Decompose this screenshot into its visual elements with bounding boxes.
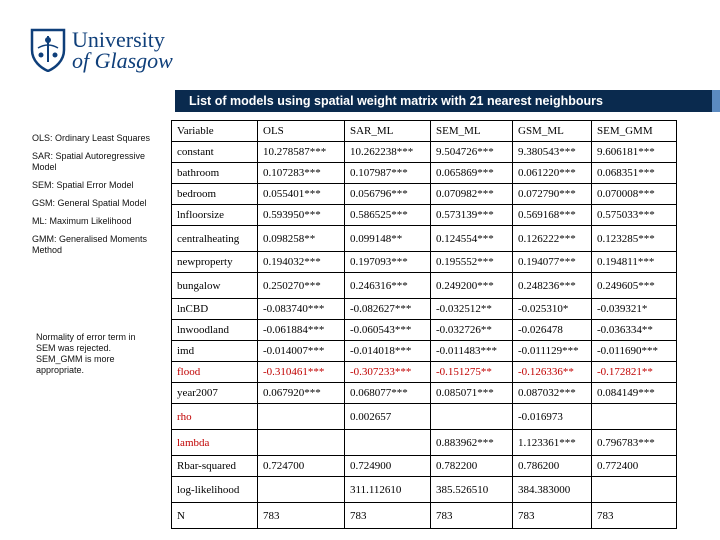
value-cell: 10.278587*** (258, 142, 345, 163)
variable-cell: rho (172, 404, 258, 430)
value-cell: 0.099148** (345, 226, 431, 252)
table-row (172, 341, 677, 362)
value-cell: 0.085071*** (431, 383, 513, 404)
note-sem: SEM: Spatial Error Model (32, 180, 134, 190)
value-cell (592, 404, 677, 430)
value-cell: 0.194811*** (592, 252, 677, 273)
value-cell: 0.194032*** (258, 252, 345, 273)
value-cell: -0.061884*** (258, 320, 345, 341)
value-cell: 10.262238*** (345, 142, 431, 163)
table-row (172, 404, 677, 430)
value-cell: 783 (258, 503, 345, 529)
value-cell: -0.036334** (592, 320, 677, 341)
value-cell: 0.772400 (592, 456, 677, 477)
value-cell: 0.107283*** (258, 163, 345, 184)
value-cell: -0.032726** (431, 320, 513, 341)
value-cell: -0.011483*** (431, 341, 513, 362)
note-ml: ML: Maximum Likelihood (32, 216, 132, 226)
variable-cell: bathroom (172, 163, 258, 184)
table-row (172, 477, 677, 503)
value-cell: 0.067920*** (258, 383, 345, 404)
variable-cell: N (172, 503, 258, 529)
value-cell (258, 477, 345, 503)
value-cell: -0.083740*** (258, 299, 345, 320)
value-cell: 0.056796*** (345, 184, 431, 205)
variable-cell: bedroom (172, 184, 258, 205)
header-cell: SAR_ML (345, 121, 431, 142)
value-cell: 0.249605*** (592, 273, 677, 299)
note-gsm: GSM: General Spatial Model (32, 198, 147, 208)
value-cell: 311.112610 (345, 477, 431, 503)
logo-line-2: of Glasgow (72, 48, 173, 73)
value-cell: 0.575033*** (592, 205, 677, 226)
value-cell: 385.526510 (431, 477, 513, 503)
table-row (172, 252, 677, 273)
value-cell: 0.248236*** (513, 273, 592, 299)
value-cell: 9.606181*** (592, 142, 677, 163)
results-table (171, 120, 677, 529)
value-cell: -0.025310* (513, 299, 592, 320)
value-cell: 0.197093*** (345, 252, 431, 273)
value-cell (592, 477, 677, 503)
value-cell: -0.011690*** (592, 341, 677, 362)
value-cell: 0.055401*** (258, 184, 345, 205)
value-cell: 0.061220*** (513, 163, 592, 184)
value-cell: -0.026478 (513, 320, 592, 341)
value-cell: 0.724700 (258, 456, 345, 477)
value-cell: 0.002657 (345, 404, 431, 430)
variable-cell: newproperty (172, 252, 258, 273)
header-cell: GSM_ML (513, 121, 592, 142)
value-cell: 0.070008*** (592, 184, 677, 205)
header-cell: Variable (172, 121, 258, 142)
value-cell: 0.126222*** (513, 226, 592, 252)
table-row (172, 299, 677, 320)
value-cell: 0.786200 (513, 456, 592, 477)
title-accent-bar (712, 90, 720, 112)
table-row (172, 383, 677, 404)
value-cell: 0.195552*** (431, 252, 513, 273)
value-cell: -0.039321* (592, 299, 677, 320)
note-gmm: GMM: Generalised Moments Method (32, 234, 148, 255)
note-sar: SAR: Spatial Autoregressive Model (32, 151, 146, 172)
value-cell: 0.194077*** (513, 252, 592, 273)
table-row (172, 456, 677, 477)
value-cell: -0.016973 (513, 404, 592, 430)
value-cell: 0.569168*** (513, 205, 592, 226)
value-cell: -0.060543*** (345, 320, 431, 341)
logo-wordmark (72, 29, 173, 71)
value-cell: -0.151275** (431, 362, 513, 383)
table-row (172, 273, 677, 299)
table-row (172, 320, 677, 341)
table-row (172, 142, 677, 163)
table-row (172, 226, 677, 252)
variable-cell: year2007 (172, 383, 258, 404)
variable-cell: imd (172, 341, 258, 362)
variable-cell: Rbar-squared (172, 456, 258, 477)
shield-crest-icon (30, 28, 66, 72)
value-cell: 783 (431, 503, 513, 529)
value-cell: 0.593950*** (258, 205, 345, 226)
variable-cell: lambda (172, 430, 258, 456)
value-cell: 0.250270*** (258, 273, 345, 299)
header-cell: SEM_GMM (592, 121, 677, 142)
value-cell: 0.724900 (345, 456, 431, 477)
table-row (172, 163, 677, 184)
table-header-row (172, 121, 677, 142)
variable-cell: log-likelihood (172, 477, 258, 503)
value-cell: 0.098258** (258, 226, 345, 252)
value-cell: 0.068351*** (592, 163, 677, 184)
logo-line-1: University (72, 27, 165, 52)
abbreviation-notes (32, 133, 162, 263)
value-cell: -0.172821** (592, 362, 677, 383)
value-cell: 0.249200*** (431, 273, 513, 299)
table-row (172, 205, 677, 226)
value-cell: 0.087032*** (513, 383, 592, 404)
header-cell: SEM_ML (431, 121, 513, 142)
value-cell: 783 (592, 503, 677, 529)
value-cell: 0.246316*** (345, 273, 431, 299)
value-cell: 0.883962*** (431, 430, 513, 456)
table-row (172, 503, 677, 529)
value-cell: 0.065869*** (431, 163, 513, 184)
variable-cell: bungalow (172, 273, 258, 299)
value-cell: 0.068077*** (345, 383, 431, 404)
value-cell (345, 430, 431, 456)
value-cell: 1.123361*** (513, 430, 592, 456)
value-cell (431, 404, 513, 430)
value-cell (258, 404, 345, 430)
value-cell: 0.123285*** (592, 226, 677, 252)
value-cell: -0.032512** (431, 299, 513, 320)
value-cell: 0.782200 (431, 456, 513, 477)
value-cell: -0.082627*** (345, 299, 431, 320)
value-cell: 384.383000 (513, 477, 592, 503)
value-cell: 0.072790*** (513, 184, 592, 205)
value-cell: -0.307233*** (345, 362, 431, 383)
value-cell: 0.070982*** (431, 184, 513, 205)
slide-title: List of models using spatial weight matrix with 21 nearest neighbours (175, 90, 720, 112)
variable-cell: lnCBD (172, 299, 258, 320)
value-cell: 0.084149*** (592, 383, 677, 404)
value-cell: -0.011129*** (513, 341, 592, 362)
table-row (172, 430, 677, 456)
value-cell: 9.504726*** (431, 142, 513, 163)
variable-cell: lnfloorsize (172, 205, 258, 226)
table-row (172, 184, 677, 205)
note-ols: OLS: Ordinary Least Squares (32, 133, 151, 143)
variable-cell: constant (172, 142, 258, 163)
value-cell: -0.014007*** (258, 341, 345, 362)
value-cell: 0.573139*** (431, 205, 513, 226)
variable-cell: flood (172, 362, 258, 383)
header-cell: OLS (258, 121, 345, 142)
value-cell: -0.310461*** (258, 362, 345, 383)
value-cell: -0.014018*** (345, 341, 431, 362)
value-cell: 0.796783*** (592, 430, 677, 456)
value-cell: 0.124554*** (431, 226, 513, 252)
value-cell: 9.380543*** (513, 142, 592, 163)
value-cell: 783 (345, 503, 431, 529)
variable-cell: centralheating (172, 226, 258, 252)
value-cell: 0.586525*** (345, 205, 431, 226)
value-cell (258, 430, 345, 456)
value-cell: 0.107987*** (345, 163, 431, 184)
table-row (172, 362, 677, 383)
value-cell: 783 (513, 503, 592, 529)
variable-cell: lnwoodland (172, 320, 258, 341)
normality-note: Normality of error term in SEM was rejected. SEM_GMM is more appropriate. (36, 332, 136, 375)
university-logo (30, 28, 190, 72)
value-cell: -0.126336** (513, 362, 592, 383)
